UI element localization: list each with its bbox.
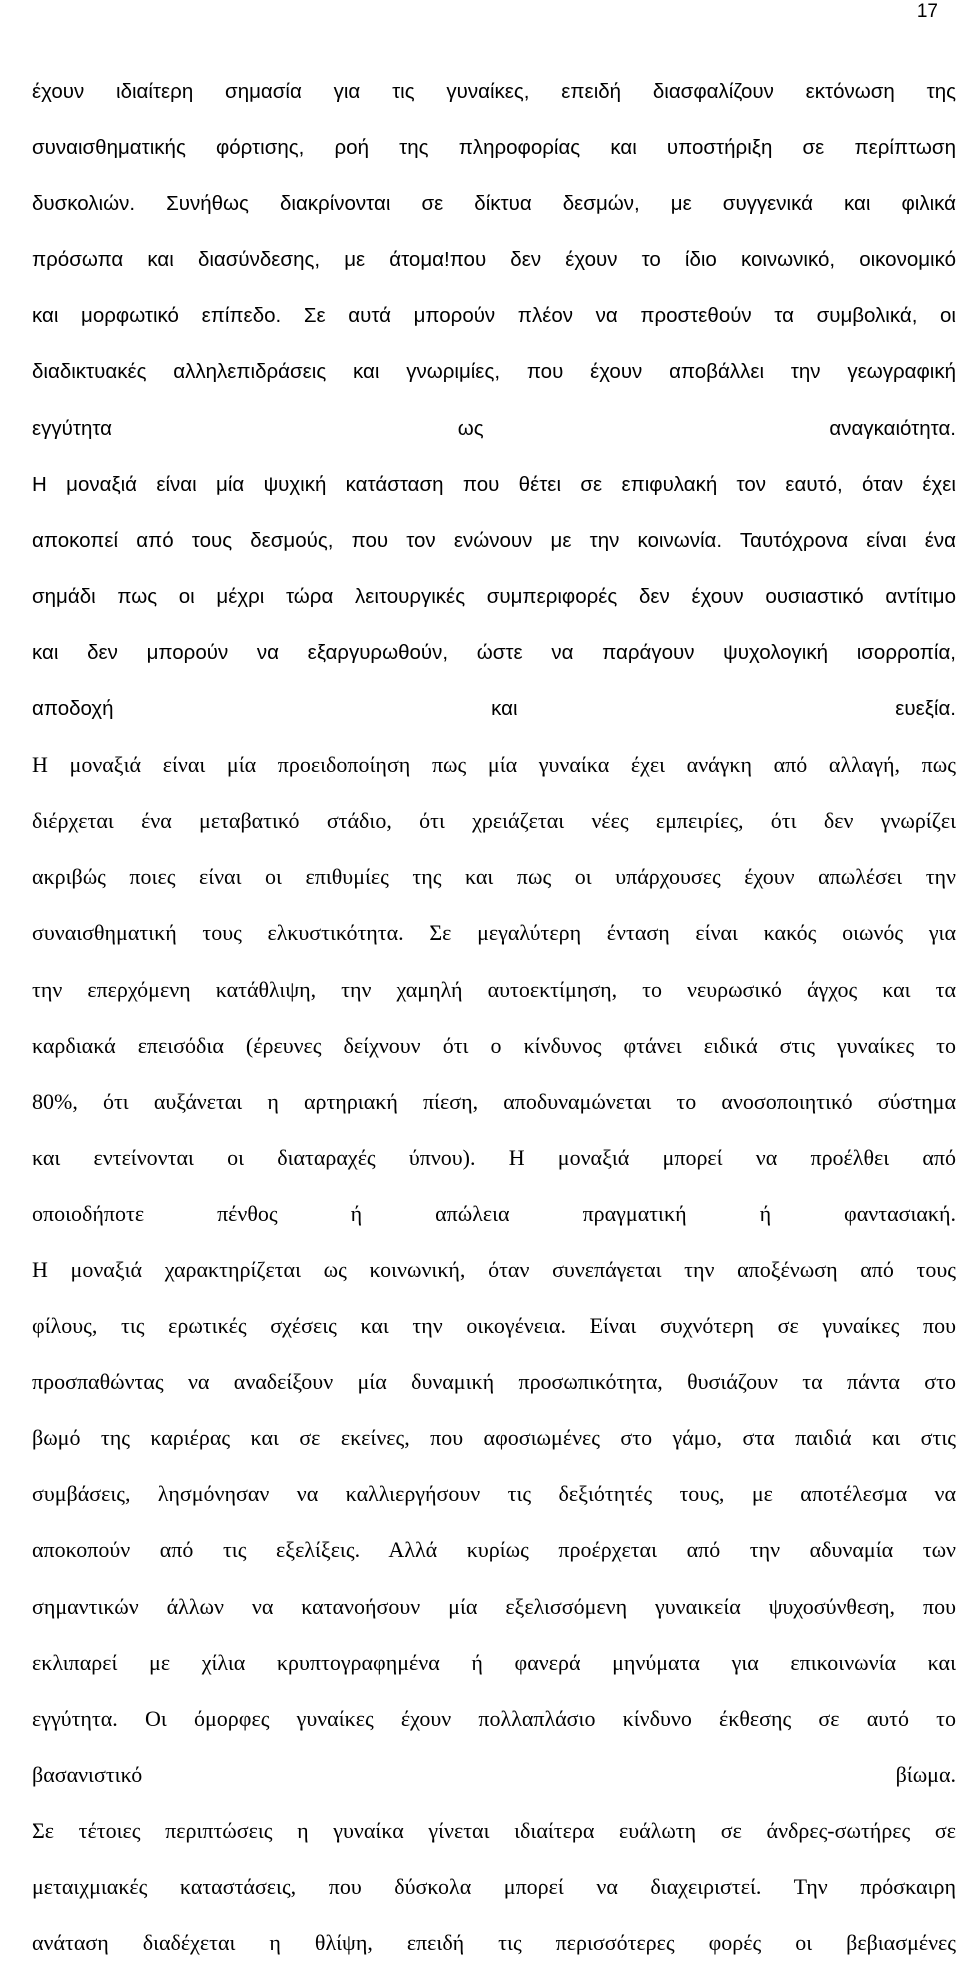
text-line: και δεν μπορούν να εξαργυρωθούν, ώστε να παράγουν ψυχολογική ισορροπία, bbox=[32, 640, 956, 664]
text-line: έχουν ιδιαίτερη σημασία για τις γυναίκες, επειδή διασφαλίζουν εκτόνωση της bbox=[32, 80, 956, 103]
text-line: αποκοπεί από τους δεσμούς, που τον ενώνουν με την κοινωνία. Ταυτόχρονα είναι ένα bbox=[32, 528, 956, 552]
text-line: αποκοπούν από τις εξελίξεις. Αλλά κυρίως προέρχεται από την αδυναμία των bbox=[32, 1537, 956, 1563]
text-line: καρδιακά επεισόδια (έρευνες δείχνουν ότι ο κίνδυνος φτάνει ειδικά στις γυναίκες το bbox=[32, 1032, 956, 1058]
text-line: πρόσωπα και διασύνδεσης, με άτομα!που δεν έχουν το ίδιο κοινωνικό, οικονομικό bbox=[32, 248, 956, 272]
text-line: σημάδι πως οι μέχρι τώρα λειτουργικές συμπεριφορές δεν έχουν ουσιαστικό αντίτιμο bbox=[32, 584, 956, 608]
text-line: Σε τέτοιες περιπτώσεις η γυναίκα γίνεται ιδιαίτερα ευάλωτη σε άνδρες-σωτήρες σε bbox=[32, 1817, 956, 1843]
text-line: φίλους, τις ερωτικές σχέσεις και την οικογένεια. Είναι συχνότερη σε γυναίκες που bbox=[32, 1313, 956, 1339]
text-line: βασανιστικό βίωμα. bbox=[32, 1761, 956, 1787]
text-line: εγγύτητα. Οι όμορφες γυναίκες έχουν πολλαπλάσιο κίνδυνο έκθεσης σε αυτό το bbox=[32, 1705, 956, 1731]
text-line: εκλιπαρεί με χίλια κρυπτογραφημένα ή φανερά μηνύματα για επικοινωνία και bbox=[32, 1649, 956, 1675]
text-line: την επερχόμενη κατάθλιψη, την χαμηλή αυτοεκτίμηση, το νευρωσικό άγχος και τα bbox=[32, 976, 956, 1002]
text-line: αποδοχή και ευεξία. bbox=[32, 697, 956, 721]
text-line: 80%, ότι αυξάνεται η αρτηριακή πίεση, αποδυναμώνεται το ανοσοποιητικό σύστημα bbox=[32, 1088, 956, 1114]
text-line: οποιοδήποτε πένθος ή απώλεια πραγματική ή φαντασιακή. bbox=[32, 1200, 956, 1226]
text-line: και μορφωτικό επίπεδο. Σε αυτά μπορούν πλέον να προστεθούν τα συμβολικά, οι bbox=[32, 304, 956, 328]
text-line: συμβάσεις, λησμόνησαν να καλλιεργήσουν τις δεξιότητές τους, με αποτέλεσμα να bbox=[32, 1481, 956, 1507]
text-line: ανάταση διαδέχεται η θλίψη, επειδή τις περισσότερες φορές οι βεβιασμένες bbox=[32, 1930, 956, 1956]
text-line: βωμό της καριέρας και σε εκείνες, που αφοσιωμένες στο γάμο, στα παιδιά και στις bbox=[32, 1425, 956, 1451]
text-line: Η μοναξιά χαρακτηρίζεται ως κοινωνική, όταν συνεπάγεται την αποξένωση από τους bbox=[32, 1256, 956, 1282]
text-line: δυσκολιών. Συνήθως διακρίνονται σε δίκτυα δεσμών, με συγγενικά και φιλικά bbox=[32, 192, 956, 216]
text-line: Η μοναξιά είναι μία ψυχική κατάσταση που θέτει σε επιφυλακή τον εαυτό, όταν έχει bbox=[32, 472, 956, 496]
text-line: και εντείνονται οι διαταραχές ύπνου). Η μοναξιά μπορεί να προέλθει από bbox=[32, 1144, 956, 1170]
text-line: διέρχεται ένα μεταβατικό στάδιο, ότι χρειάζεται νέες εμπειρίες, ότι δεν γνωρίζει bbox=[32, 808, 956, 834]
text-line: εγγύτητα ως αναγκαιότητα. bbox=[32, 416, 956, 440]
text-line: μεταιχμιακές καταστάσεις, που δύσκολα μπορεί να διαχειριστεί. Την πρόσκαιρη bbox=[32, 1874, 956, 1899]
text-line: προσπαθώντας να αναδείξουν μία δυναμική προσωπικότητα, θυσιάζουν τα πάντα στο bbox=[32, 1369, 956, 1395]
text-line: Η μοναξιά είναι μία προειδοποίηση πως μία γυναίκα έχει ανάγκη από αλλαγή, πως bbox=[32, 752, 956, 778]
text-line: συναισθηματικής φόρτισης, ροή της πληροφορίας και υποστήριξη σε περίπτωση bbox=[32, 136, 956, 160]
text-line: σημαντικών άλλων να κατανοήσουν μία εξελισσόμενη γυναικεία ψυχοσύνθεση, που bbox=[32, 1593, 956, 1619]
text-line: συναισθηματική τους ελκυστικότητα. Σε μεγαλύτερη ένταση είναι κακός οιωνός για bbox=[32, 920, 956, 946]
text-line: διαδικτυακές αλληλεπιδράσεις και γνωριμίες, που έχουν αποβάλλει την γεωγραφική bbox=[32, 360, 956, 384]
body-text bbox=[32, 64, 956, 1971]
page-number: 17 bbox=[916, 1, 938, 22]
text-line: ακριβώς ποιες είναι οι επιθυμίες της και πως οι υπάρχουσες έχουν απωλέσει την bbox=[32, 864, 956, 890]
